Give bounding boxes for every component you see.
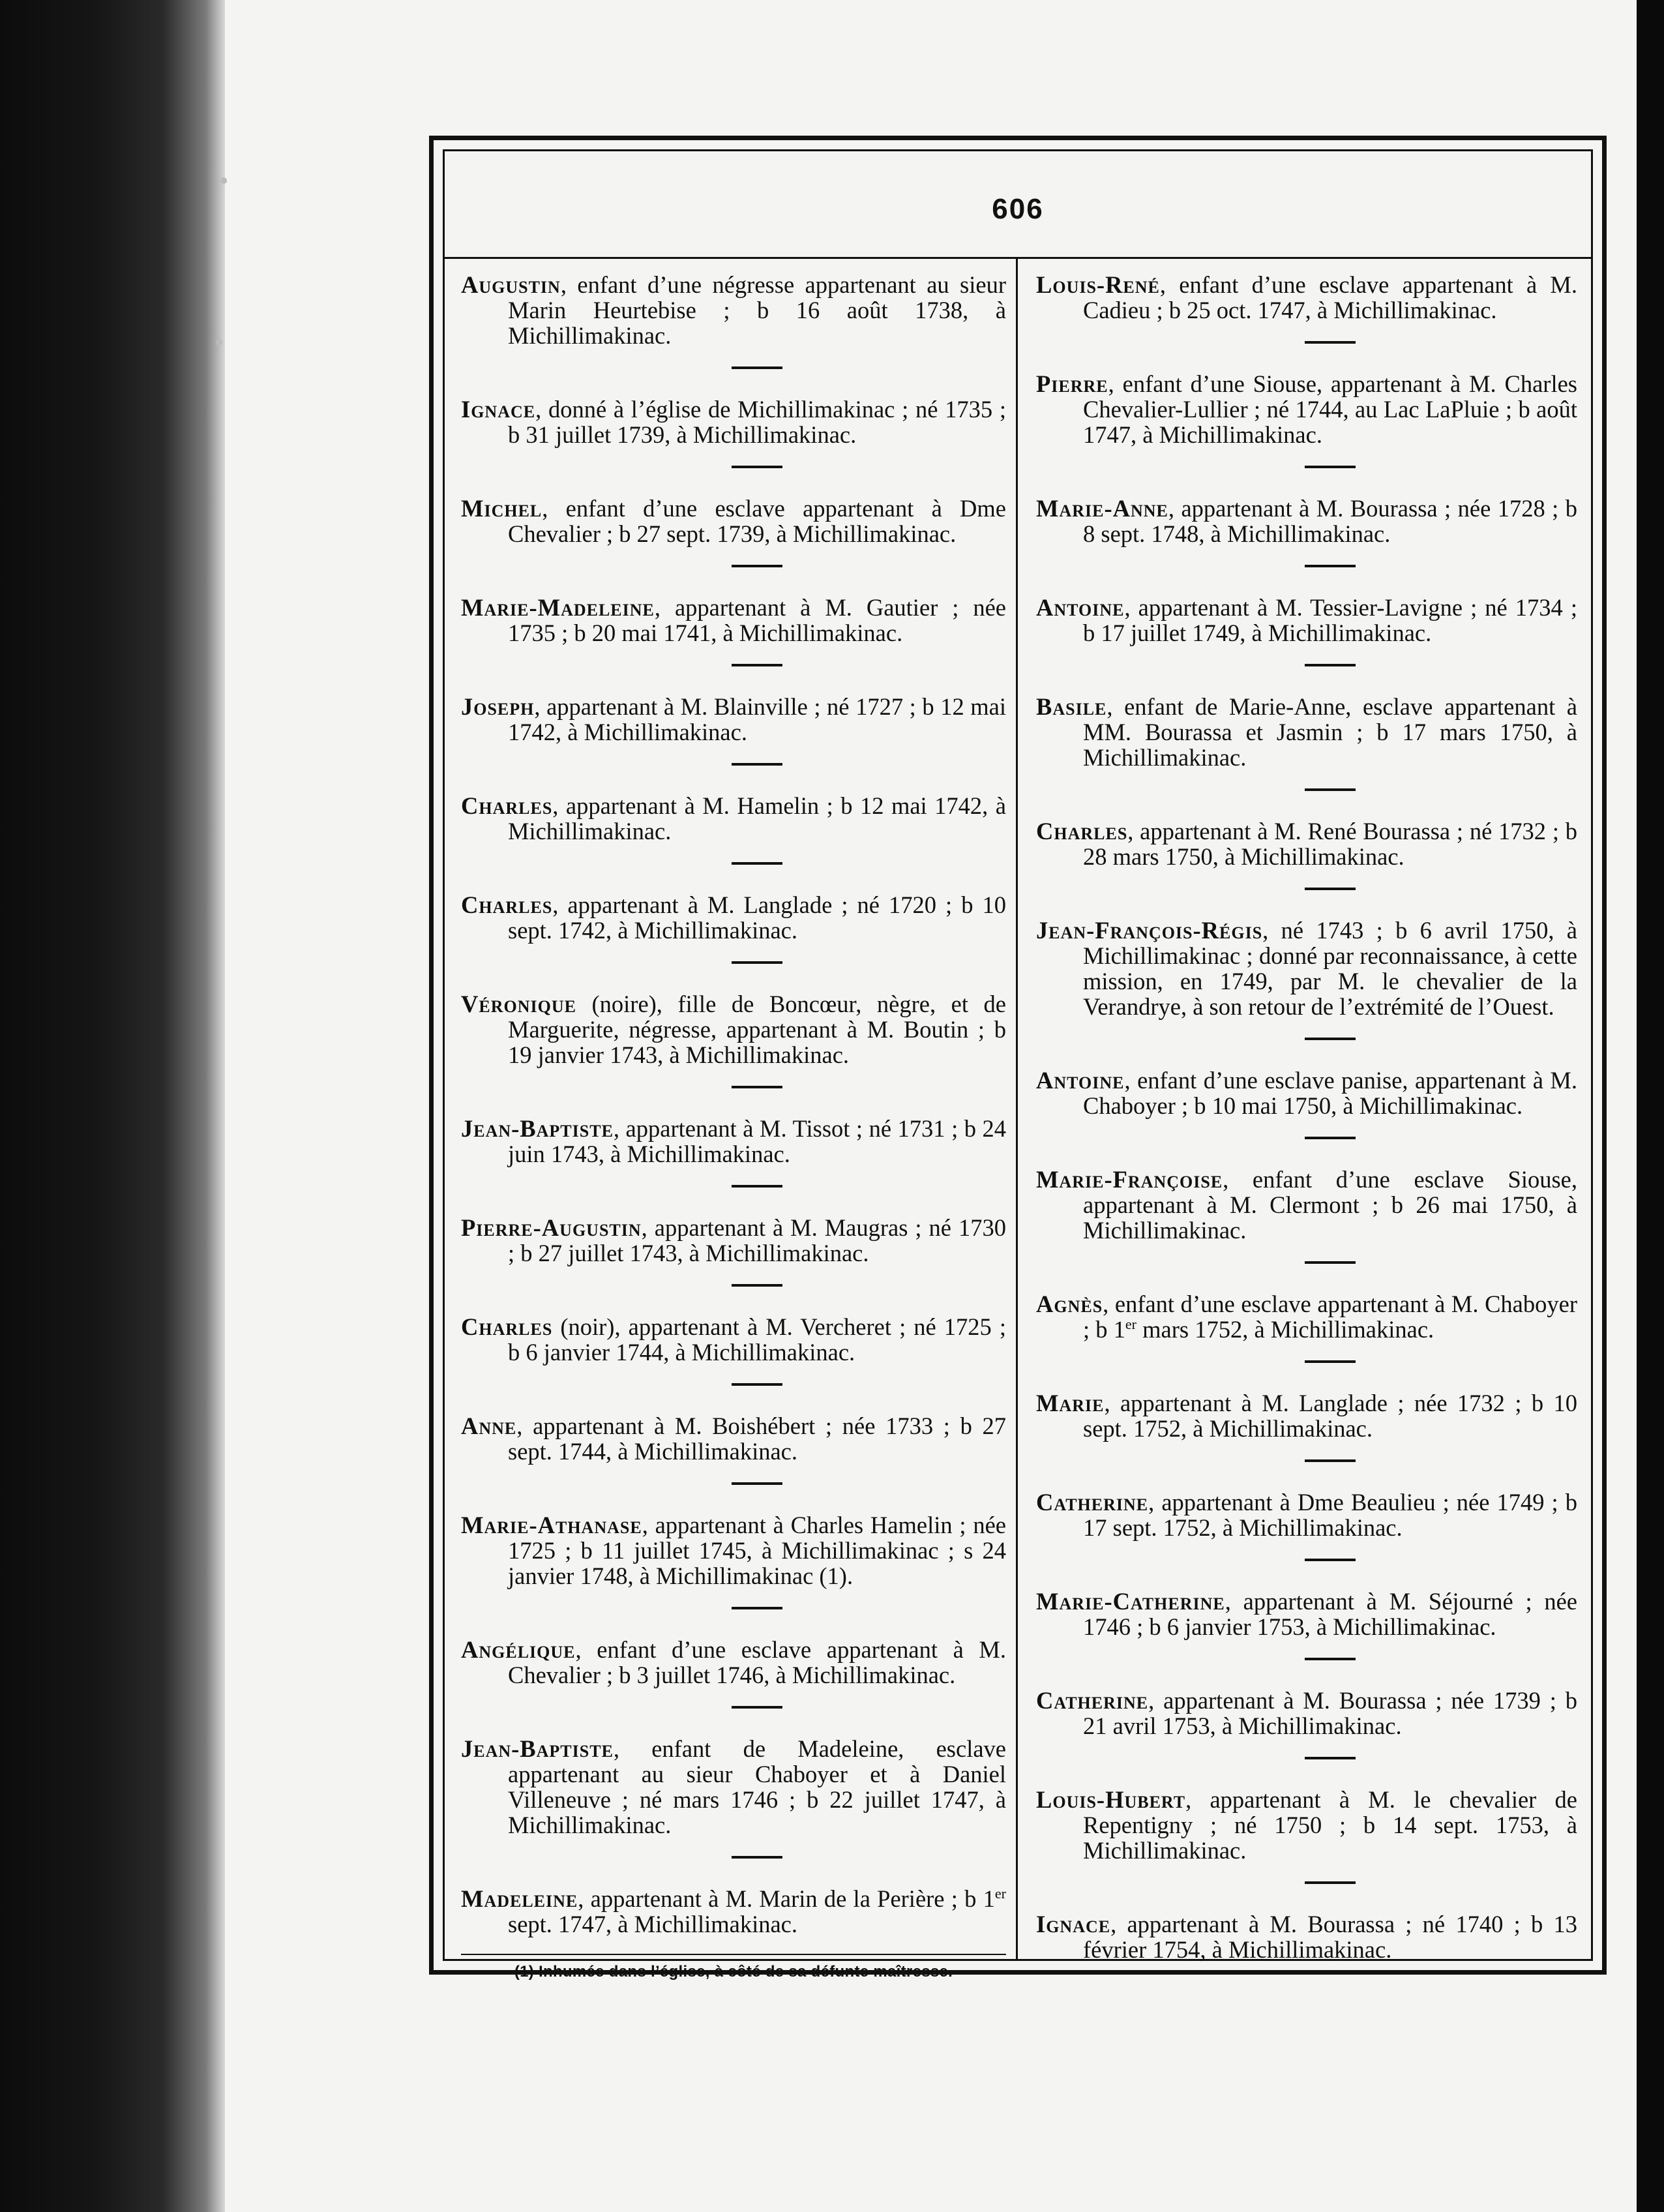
entry-text: , appartenant à M. Séjourné ; née 1746 ; b 6 janvier 1753, à Michillimakinac. — [1083, 1588, 1577, 1640]
register-entry — [1036, 1167, 1577, 1243]
entry-text: , appartenant à M. Bourassa ; née 1728 ; b 8 sept. 1748, à Michillimakinac. — [1083, 495, 1577, 547]
entry-name: Pierre-Augustin — [461, 1214, 642, 1241]
entry-name: Angélique — [461, 1636, 576, 1663]
entry-separator — [732, 664, 782, 666]
register-entry — [461, 1215, 1006, 1266]
entry-text: , enfant d’une esclave appartenant à M. Chevalier ; b 3 juillet 1746, à Michillimakinac. — [508, 1636, 1006, 1688]
register-entry — [461, 1736, 1006, 1838]
entry-name: Charles — [461, 792, 553, 819]
footnote-rule — [461, 1954, 1006, 1955]
entry-name: Antoine — [1036, 1067, 1125, 1094]
register-entry — [461, 1512, 1006, 1589]
register-entry — [1036, 918, 1577, 1019]
entry-name: Anne — [461, 1412, 517, 1439]
entry-name: Ignace — [1036, 1911, 1111, 1937]
entry-text: , appartenant à M. Langlade ; né 1720 ; b 10 sept. 1742, à Michillimakinac. — [508, 891, 1006, 944]
register-entry — [1036, 818, 1577, 869]
register-entry — [1036, 1390, 1577, 1441]
entry-separator — [1305, 664, 1356, 666]
entry-name: Catherine — [1036, 1489, 1149, 1516]
entry-name: Pierre — [1036, 370, 1108, 397]
entry-separator — [1305, 1459, 1356, 1462]
register-entry — [461, 1413, 1006, 1464]
entry-text: , appartenant à M. Bourassa ; né 1740 ; b 13 février 1754, à Michillimakinac. — [1083, 1911, 1577, 1963]
entry-name: Agnès — [1036, 1291, 1103, 1317]
entry-separator — [1305, 1658, 1356, 1660]
register-entry — [461, 694, 1006, 745]
entry-text: , enfant d’une esclave appartenant à Dme Chevalier ; b 27 sept. 1739, à Michillimakinac. — [508, 495, 1006, 547]
register-entry — [1036, 1787, 1577, 1863]
entry-name: Catherine — [1036, 1687, 1149, 1714]
entry-name: Marie-Athanase — [461, 1512, 642, 1538]
entry-text: (noire), fille de Boncœur, nègre, et de Marguerite, négresse, appartenant à M. Boutin ; b 19 janvier 1743, à Michillimakinac. — [508, 991, 1006, 1068]
entry-separator — [732, 466, 782, 468]
entry-separator — [1305, 1137, 1356, 1139]
entry-separator — [1305, 341, 1356, 344]
register-entry — [1036, 371, 1577, 447]
entry-name: Jean-François-Régis — [1036, 917, 1263, 944]
entry-text: , appartenant à M. Gautier ; née 1735 ; b 20 mai 1741, à Michillimakinac. — [508, 594, 1006, 646]
entry-separator — [1305, 1038, 1356, 1040]
entry-name: Marie-Madeleine — [461, 594, 655, 621]
entry-separator — [732, 1856, 782, 1859]
entry-separator — [732, 862, 782, 865]
entry-text: , né 1743 ; b 6 avril 1750, à Michillimakinac ; donné par reconnaissance, à cette mission, en 1749, par M. le chevalier de la Verandrye, à son retour de l’extrémité de l’Ouest. — [1083, 917, 1577, 1020]
entry-name: Antoine — [1036, 594, 1125, 621]
entry-name: Véronique — [461, 991, 576, 1017]
entry-name: Louis-Hubert — [1036, 1786, 1186, 1813]
entry-text: , appartenant à Charles Hamelin ; née 1725 ; b 11 juillet 1745, à Michillimakinac ; s 24 janvier 1748, à Michillimakinac (1). — [508, 1512, 1006, 1589]
entry-separator — [1305, 1360, 1356, 1363]
entry-separator — [1305, 1757, 1356, 1759]
entry-name: Ignace — [461, 396, 536, 423]
entry-separator — [732, 1284, 782, 1287]
entry-separator — [1305, 565, 1356, 567]
entry-name: Augustin — [461, 271, 561, 298]
page-number: 606 — [992, 193, 1044, 225]
entry-separator — [1305, 788, 1356, 791]
entry-text: , appartenant à M. Boishébert ; née 1733 ; b 27 sept. 1744, à Michillimakinac. — [508, 1412, 1006, 1465]
entry-text: , enfant d’une négresse appartenant au sieur Marin Heurtebise ; b 16 août 1738, à Michillimakinac. — [508, 271, 1006, 349]
entry-separator — [1305, 1559, 1356, 1561]
right-column — [1036, 272, 1577, 1962]
entry-separator — [1305, 1881, 1356, 1884]
entry-separator — [1305, 466, 1356, 468]
footnote: (1) Inhumée dans l’église, à côté de sa défunte maîtresse. — [514, 1963, 953, 1980]
register-entry — [461, 1886, 1006, 1937]
entry-superscript: er — [994, 1885, 1006, 1902]
entry-text: , enfant d’une esclave Siouse, appartenant à M. Clermont ; b 26 mai 1750, à Michillimakinac. — [1083, 1166, 1577, 1244]
register-entry — [1036, 1489, 1577, 1540]
entry-name: Michel — [461, 495, 542, 522]
entry-name: Charles — [461, 1313, 553, 1340]
entry-name: Madeleine — [461, 1885, 578, 1912]
scan-speck — [216, 339, 222, 346]
entry-text: , appartenant à M. Tissot ; né 1731 ; b 24 juin 1743, à Michillimakinac. — [508, 1115, 1006, 1167]
entry-text: , enfant de Marie-Anne, esclave appartenant à MM. Bourassa et Jasmin ; b 17 mars 1750, à Michillimakinac. — [1083, 693, 1577, 771]
register-entry — [1036, 1291, 1577, 1342]
register-entry — [1036, 1589, 1577, 1639]
entry-text: , enfant de Madeleine, esclave appartenant au sieur Chaboyer et à Daniel Villeneuve ; né mars 1746 ; b 22 juillet 1747, à Michillimakinac. — [508, 1735, 1006, 1838]
register-entry — [1036, 694, 1577, 770]
entry-text: , appartenant à M. Tessier-Lavigne ; né 1734 ; b 17 juillet 1749, à Michillimakinac. — [1083, 594, 1577, 646]
register-entry — [461, 1637, 1006, 1688]
entry-text: , enfant d’une esclave appartenant à M. Chaboyer ; b 1 — [1083, 1291, 1577, 1343]
entry-name: Jean-Baptiste — [461, 1115, 614, 1142]
register-entry — [461, 496, 1006, 546]
entry-text-cont: sept. 1747, à Michillimakinac. — [508, 1911, 797, 1937]
left-column — [461, 272, 1006, 1981]
entry-separator — [732, 1383, 782, 1386]
register-entry — [461, 892, 1006, 943]
entry-text: , appartenant à M. Maugras ; né 1730 ; b 27 juillet 1743, à Michillimakinac. — [508, 1214, 1006, 1266]
entry-name: Basile — [1036, 693, 1107, 720]
entry-separator — [732, 565, 782, 567]
entry-name: Marie-Catherine — [1036, 1588, 1225, 1615]
page-frame-inner — [443, 149, 1593, 1980]
entry-separator — [732, 1706, 782, 1709]
register-entry — [1036, 595, 1577, 646]
entry-text: (noir), appartenant à M. Vercheret ; né 1725 ; b 6 janvier 1744, à Michillimakinac. — [508, 1313, 1006, 1366]
register-entry — [1036, 1911, 1577, 1962]
register-entry — [1036, 496, 1577, 546]
entry-superscript: er — [1125, 1315, 1137, 1332]
register-entry — [461, 595, 1006, 646]
entry-name: Charles — [1036, 818, 1128, 844]
entry-name: Jean-Baptiste — [461, 1735, 614, 1762]
scan-speck — [220, 177, 227, 184]
entry-separator — [732, 1185, 782, 1188]
entry-separator — [732, 366, 782, 369]
register-entry — [1036, 272, 1577, 323]
register-entry — [461, 793, 1006, 844]
scan-book-gutter — [0, 0, 225, 2212]
entry-name: Marie-Anne — [1036, 495, 1168, 522]
entry-separator — [732, 1482, 782, 1485]
entry-separator — [732, 1607, 782, 1609]
entry-text: , appartenant à M. Hamelin ; b 12 mai 1742, à Michillimakinac. — [508, 792, 1006, 844]
entry-text: , appartenant à Dme Beaulieu ; née 1749 ; b 17 sept. 1752, à Michillimakinac. — [1083, 1489, 1577, 1541]
entry-name: Marie-Françoise — [1036, 1166, 1223, 1193]
register-entry — [461, 991, 1006, 1068]
entry-text: , appartenant à M. Blainville ; né 1727 ; b 12 mai 1742, à Michillimakinac. — [508, 693, 1006, 745]
register-entry — [1036, 1688, 1577, 1739]
entry-text: , enfant d’une Siouse, appartenant à M. Charles Chevalier-Lullier ; né 1744, au Lac LaPluie ; b août 1747, à Michillimakinac. — [1083, 370, 1577, 448]
entry-separator — [1305, 1261, 1356, 1264]
entry-text: , enfant d’une esclave appartenant à M. Cadieu ; b 25 oct. 1747, à Michillimakinac. — [1083, 271, 1577, 323]
entry-separator — [732, 763, 782, 766]
entry-text: , appartenant à M. le chevalier de Repentigny ; né 1750 ; b 14 sept. 1753, à Michillimakinac. — [1083, 1786, 1577, 1864]
register-entry — [461, 1116, 1006, 1167]
entry-text: , donné à l’église de Michillimakinac ; né 1735 ; b 31 juillet 1739, à Michillimakinac. — [508, 396, 1006, 448]
column-divider — [1016, 257, 1018, 1959]
entry-text: , appartenant à M. Langlade ; née 1732 ; b 10 sept. 1752, à Michillimakinac. — [1083, 1390, 1577, 1442]
header-rule — [445, 257, 1591, 259]
entry-name: Louis-René — [1036, 271, 1160, 298]
scan-right-edge — [1637, 0, 1664, 2212]
entry-text: , appartenant à M. Bourassa ; née 1739 ; b 21 avril 1753, à Michillimakinac. — [1083, 1687, 1577, 1739]
register-entry — [461, 1314, 1006, 1365]
entry-name: Joseph — [461, 693, 535, 720]
entry-separator — [732, 1086, 782, 1088]
entry-separator — [1305, 888, 1356, 890]
register-entry — [1036, 1068, 1577, 1118]
entry-text: , appartenant à M. René Bourassa ; né 1732 ; b 28 mars 1750, à Michillimakinac. — [1083, 818, 1577, 870]
entry-separator — [732, 961, 782, 964]
entry-text: , enfant d’une esclave panise, appartenant à M. Chaboyer ; b 10 mai 1750, à Michillimakinac. — [1083, 1067, 1577, 1119]
entry-name: Marie — [1036, 1390, 1105, 1416]
entry-name: Charles — [461, 891, 553, 918]
register-entry — [461, 272, 1006, 348]
entry-text-cont: mars 1752, à Michillimakinac. — [1137, 1316, 1434, 1343]
register-entry — [461, 396, 1006, 447]
page-frame — [429, 136, 1607, 1980]
entry-text: , appartenant à M. Marin de la Perière ; b 1 — [578, 1885, 995, 1912]
